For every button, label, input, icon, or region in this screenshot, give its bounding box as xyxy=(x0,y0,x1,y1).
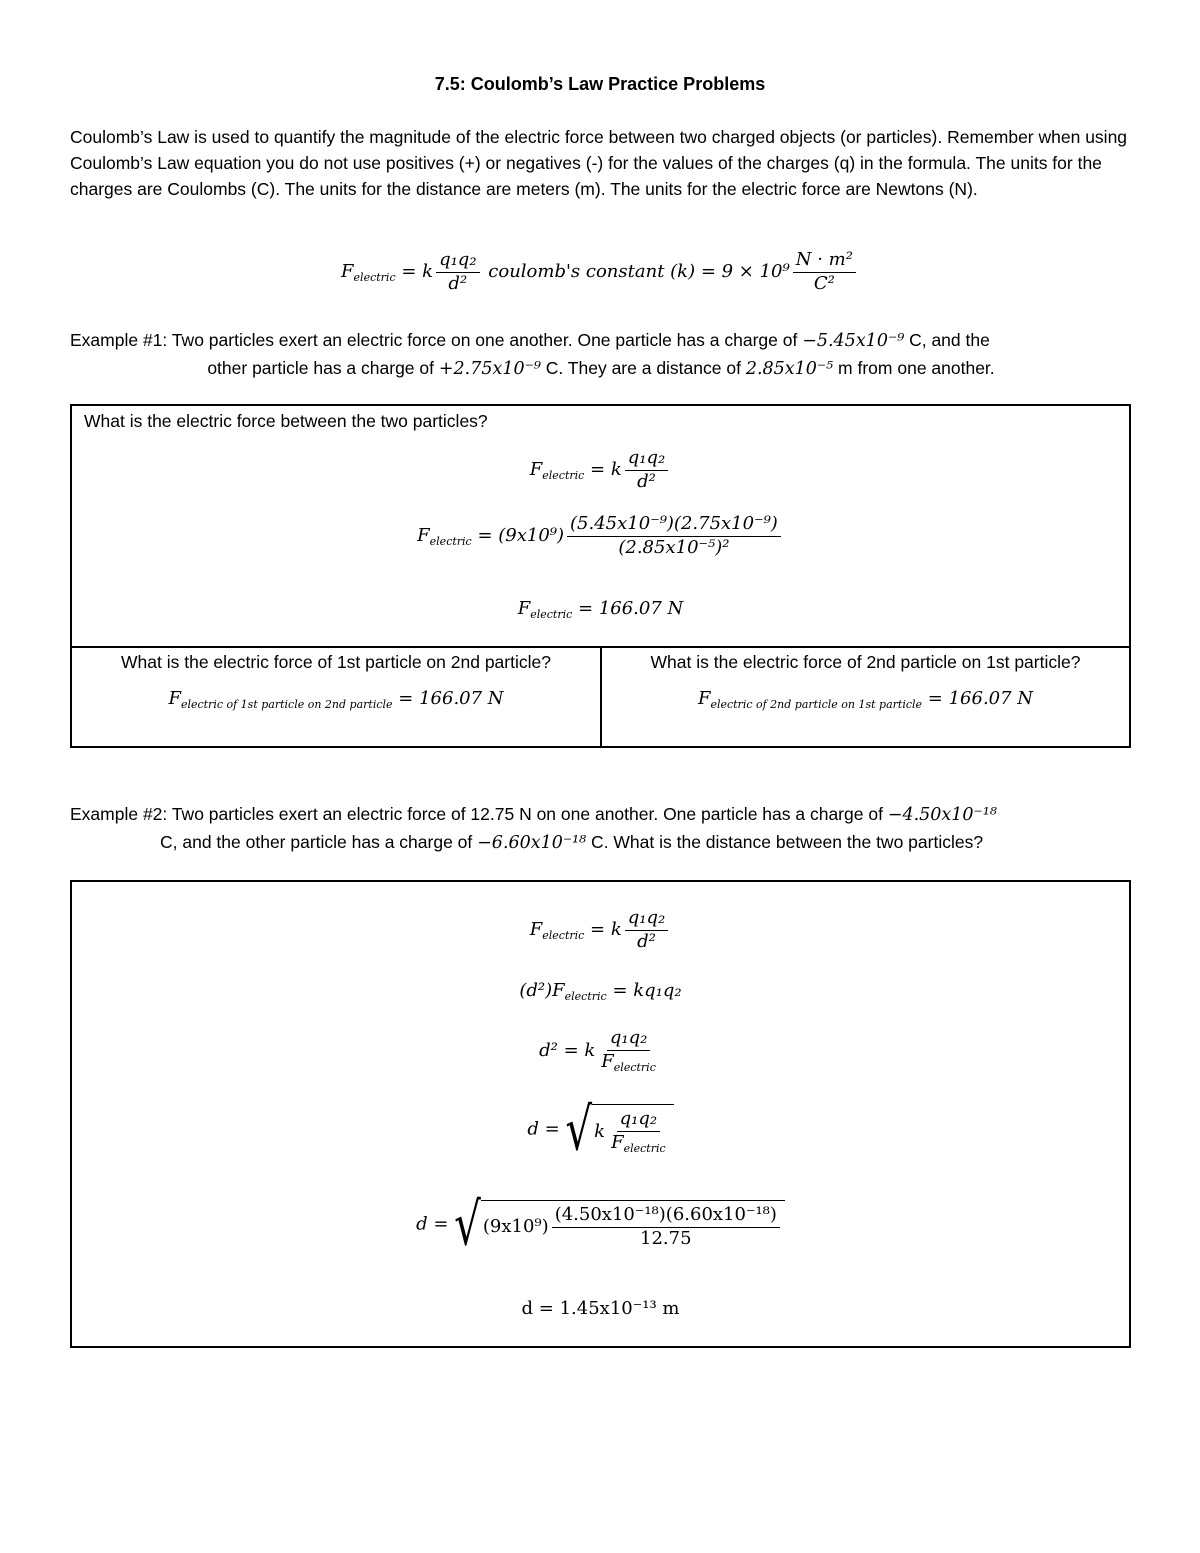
example1-statement: Example #1: Two particles exert an electric force on one another. One particle has a charge of −5.45x10⁻⁹ C, and the other particle has a charge of +2.75x10⁻⁹ C. They are a distance of 2.85x10⁻⁵ m from one another. xyxy=(70,330,995,379)
example1-left-answer: $F_{electric of 1st particle on 2nd particle} = 166.07$ N xyxy=(168,688,504,711)
page-title: 7.5: Coulomb’s Law Practice Problems xyxy=(434,74,766,94)
example1-question: What is the electric force between the two particles? xyxy=(84,411,488,431)
example1-substitution: $F_{electric} = (9x10^9)$ $\frac{\text{(5.45x10⁻⁹)(2.75x10⁻⁹)}}{\text{(2.85x10⁻⁵)²}}$ xyxy=(72,514,1129,558)
example2-step-isolate: d² = k $\frac{\text{q₁q₂}}{F_{electric}}$ xyxy=(539,1027,656,1074)
example1-formula: $F_{electric} = k$ $\frac{\text{q₁q₂}}{\text{d²}}$ xyxy=(72,448,1129,492)
example1-right-answer: $F_{electric of 2nd particle on 1st particle} = 166.07$ N xyxy=(697,688,1034,711)
example2-answer-box xyxy=(70,880,1131,1348)
coulomb-formula: $F_{electric} = k$ $\frac{\text{q₁q₂}}{\text{d²}}$ coulomb's constant (k) = 9 × 10⁹ $\frac{\text{N · m²}}{\text{C²}}$ xyxy=(0,250,1200,294)
example1-left-question: What is the electric force of 1st particle on 2nd particle? xyxy=(121,652,551,672)
example2-step-root: d = √ k $\frac{\text{q₁q₂}}{F_{electric}}$ xyxy=(72,1104,1129,1155)
example2-final-answer: d = 1.45x10⁻¹³ m xyxy=(521,1298,680,1319)
example2-step-multiply: $(d^2)F_{electric} = kq_1q_2$ xyxy=(519,980,682,1003)
example2-formula: $F_{electric} = k$ $\frac{\text{q₁q₂}}{\text{d²}}$ xyxy=(72,908,1129,952)
intro-paragraph: Coulomb’s Law is used to quantify the magnitude of the electric force between two charged objects (or particles). Remember when using Coulomb’s Law equation you do not use positives (+) or negatives (-) for the values of the charges (q) in the formula. The units for the charges are Coulombs (C). The units for the distance are meters (m). The units for the electric force are Newtons (N). xyxy=(70,127,1128,199)
example1-right-question: What is the electric force of 2nd particle on 1st particle? xyxy=(650,652,1081,672)
example2-statement: Example #2: Two particles exert an electric force of 12.75 N on one another. One particle has a charge of −4.50x10⁻¹⁸ C, and the other particle has a charge of −6.60x10⁻¹⁸ C. What is the distance between the two particles? xyxy=(70,804,997,853)
example2-step-substitute: d = √ (9x10⁹) $\frac{\text{(4.50x10⁻¹⁸)(6.60x10⁻¹⁸)}}{12.75}$ xyxy=(72,1200,1129,1249)
example1-answer-box xyxy=(70,404,1131,748)
example1-result: $F_{electric} = 166.07$ N xyxy=(517,598,684,621)
